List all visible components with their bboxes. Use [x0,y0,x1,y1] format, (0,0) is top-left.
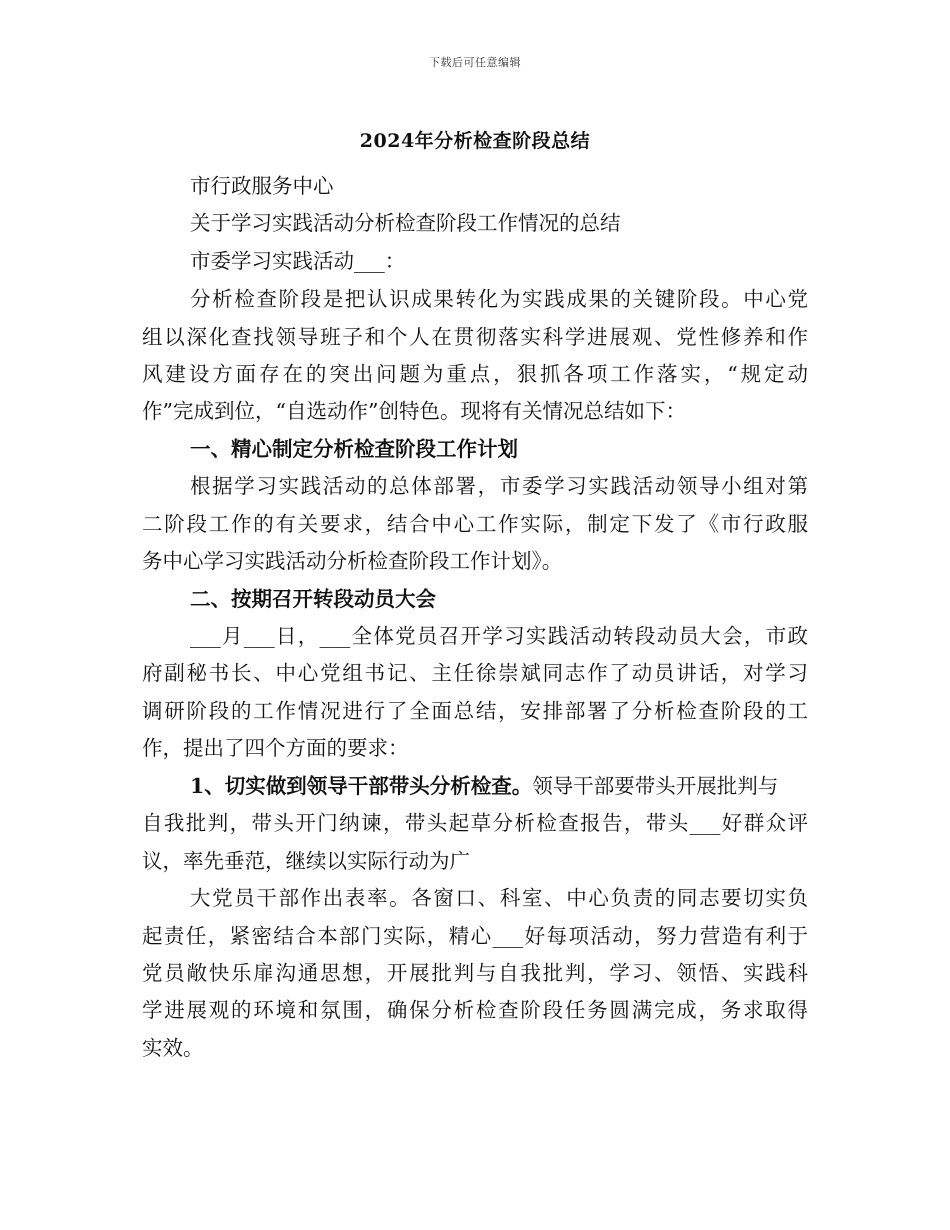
organization-line: 市行政服务中心 [190,174,334,198]
paragraph-5-line-3: 党员敞快乐扉沟通思想，开展批判与自我批判，学习、领悟、实践科 [142,961,808,985]
paragraph-2-line-1: 根据学习实践活动的总体部署，市委学习实践活动领导小组对第 [190,474,808,498]
paragraph-3-line-1: ___月___日，___全体党员召开学习实践活动转段动员大会，市政 [190,624,808,648]
subject-line: 关于学习实践活动分析检查阶段工作情况的总结 [190,211,621,235]
recipient-line: 市委学习实践活动___： [190,249,406,273]
paragraph-5-line-5: 实效。 [142,1036,204,1060]
paragraph-1-line-4: 作”完成到位，“自选动作”创特色。现将有关情况总结如下： [142,399,686,423]
requirement-1-lead: 1、切实做到领导干部带头分析检查。 [190,774,533,798]
paragraph-4-line-3: 议，率先垂范，继续以实际行动为广 [142,849,470,873]
header-note: 下载后可任意编辑 [429,56,521,69]
paragraph-1-line-2: 组以深化查找领导班子和个人在贯彻落实科学进展观、党性修养和作 [142,325,808,349]
paragraph-5-line-2: 起责任，紧密结合本部门实际，精心___好每项活动，努力营造有利于 [142,924,808,948]
document-title: 2024年分析检查阶段总结 [359,130,591,152]
paragraph-4-line-1 [190,771,808,801]
paragraph-2-line-2: 二阶段工作的有关要求，结合中心工作实际，制定下发了《市行政服 [142,512,808,536]
paragraph-3-line-2: 府副秘书长、中心党组书记、主任徐崇斌同志作了动员讲话，对学习 [142,661,808,685]
paragraph-2-line-3: 务中心学习实践活动分析检查阶段工作计划》。 [142,549,563,573]
paragraph-5-line-4: 学进展观的环境和氛围，确保分析检查阶段任务圆满完成，务求取得 [142,998,808,1022]
paragraph-1-line-3: 风建设方面存在的突出问题为重点，狠抓各项工作落实，“规定动 [142,362,808,386]
paragraph-1-line-1: 分析检查阶段是把认识成果转化为实践成果的关键阶段。中心党 [190,287,808,311]
section-heading-2: 二、按期召开转段动员大会 [190,587,436,611]
paragraph-3-line-3: 调研阶段的工作情况进行了全面总结，安排部署了分析检查阶段的工 [142,699,808,723]
paragraph-5-line-1: 大党员干部作出表率。各窗口、科室、中心负责的同志要切实负 [190,886,808,910]
requirement-1-text: 领导干部要带头开展批判与 [532,774,779,798]
paragraph-4-line-2: 自我批判，带头开门纳谏，带头起草分析检查报告，带头___好群众评 [142,811,808,835]
section-heading-1: 一、精心制定分析检查阶段工作计划 [190,437,518,461]
paragraph-3-line-4: 作，提出了四个方面的要求： [142,736,409,760]
